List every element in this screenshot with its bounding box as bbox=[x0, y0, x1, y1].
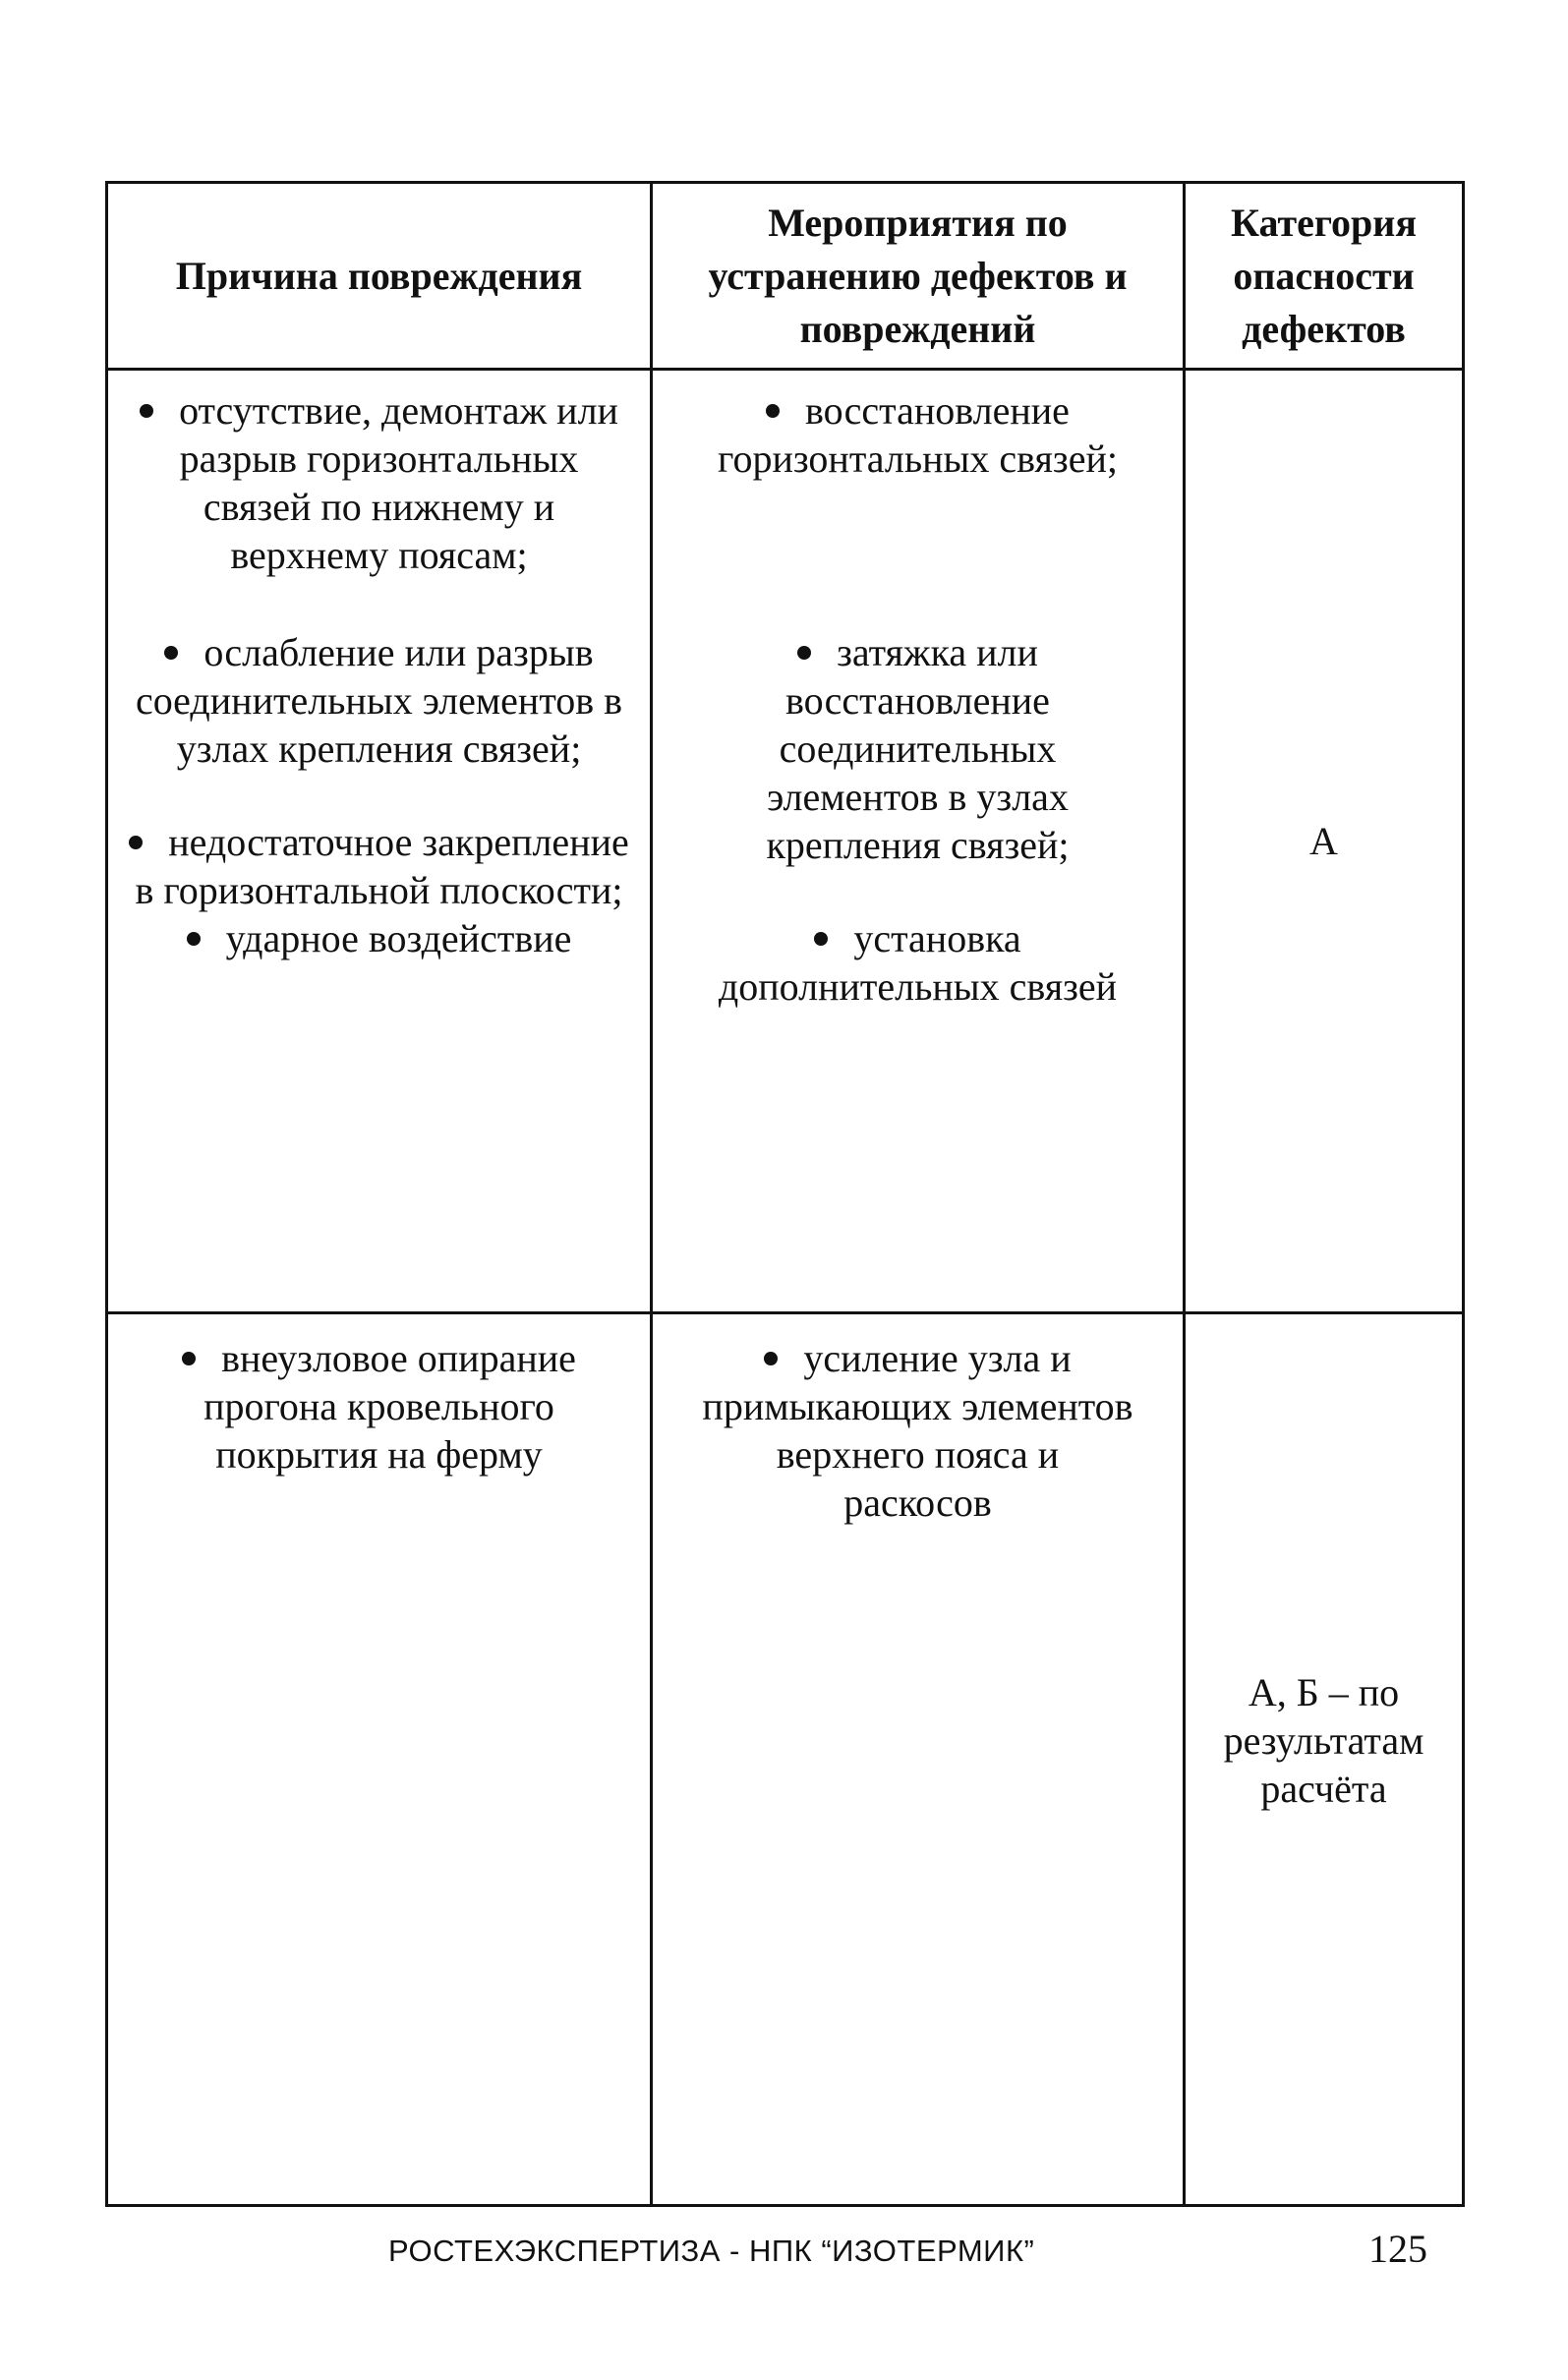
list-item: усиление узла и примыкающих элементов верхнего пояса и раскосов bbox=[702, 1336, 1133, 1525]
cause-cell bbox=[107, 1313, 652, 2206]
bullet-icon bbox=[814, 932, 828, 946]
cause-cell bbox=[107, 370, 652, 1313]
measures-cell bbox=[652, 370, 1185, 1313]
table-row bbox=[107, 370, 1464, 1313]
list-item: ударное воздействие bbox=[108, 914, 650, 962]
list-item: затяжка или восстановление соединительных элементов в узлах крепления связей; bbox=[766, 630, 1070, 867]
bullet-icon bbox=[187, 932, 201, 946]
list-item: недостаточное закрепление в горизонтальной плоскости; bbox=[108, 818, 650, 914]
page-number: 125 bbox=[1368, 2227, 1427, 2271]
header-measures: Мероприятия по устранению дефектов и повреждений bbox=[652, 183, 1185, 370]
bullet-icon bbox=[766, 404, 780, 418]
table-header-row bbox=[107, 183, 1464, 370]
category-value: А, Б – по результатам расчёта bbox=[1223, 1670, 1424, 1811]
bullet-icon bbox=[797, 646, 811, 660]
list-item: восстановление горизонтальных связей; bbox=[718, 388, 1118, 481]
bullet-icon bbox=[129, 836, 143, 849]
category-cell: А bbox=[1185, 370, 1464, 1313]
bullet-icon bbox=[140, 404, 153, 418]
measures-cell bbox=[652, 1313, 1185, 2206]
table-row bbox=[107, 1313, 1464, 2206]
list-item: внеузловое опирание прогона кровельного покрытия на ферму bbox=[108, 1334, 650, 1479]
list-item: отсутствие, демонтаж или разрыв горизонтальных связей по нижнему и верхнему поясам; bbox=[108, 386, 650, 579]
bullet-icon bbox=[182, 1352, 196, 1365]
header-cause: Причина повреждения bbox=[107, 183, 652, 370]
header-category: Категория опасности дефектов bbox=[1185, 183, 1464, 370]
footer-publisher: РОСТЕХЭКСПЕРТИЗА - НПК “ИЗОТЕРМИК” bbox=[388, 2234, 1035, 2268]
category-cell bbox=[1185, 1313, 1464, 2206]
bullet-icon bbox=[764, 1352, 778, 1365]
defects-table bbox=[105, 181, 1465, 2207]
bullet-icon bbox=[164, 646, 178, 660]
list-item: ослабление или разрыв соединительных элементов в узлах крепления связей; bbox=[135, 630, 623, 771]
list-item: установка дополнительных связей bbox=[718, 916, 1118, 1009]
